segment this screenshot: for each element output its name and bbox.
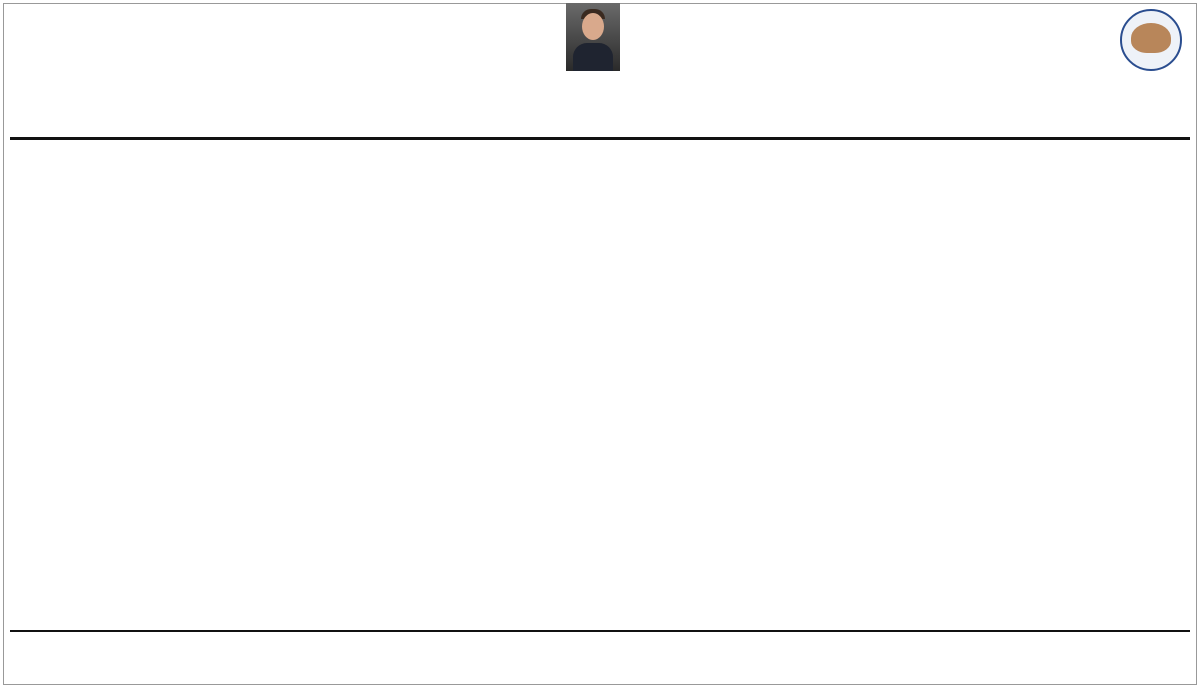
top-divider — [10, 137, 1190, 140]
newsom-photo — [566, 3, 620, 71]
q1-section — [0, 0, 1200, 140]
bottom-divider — [10, 630, 1190, 632]
recall-yes-panel — [72, 4, 332, 7]
recall-no-panel — [855, 4, 1115, 7]
target-book-seal-logo — [1120, 9, 1182, 71]
